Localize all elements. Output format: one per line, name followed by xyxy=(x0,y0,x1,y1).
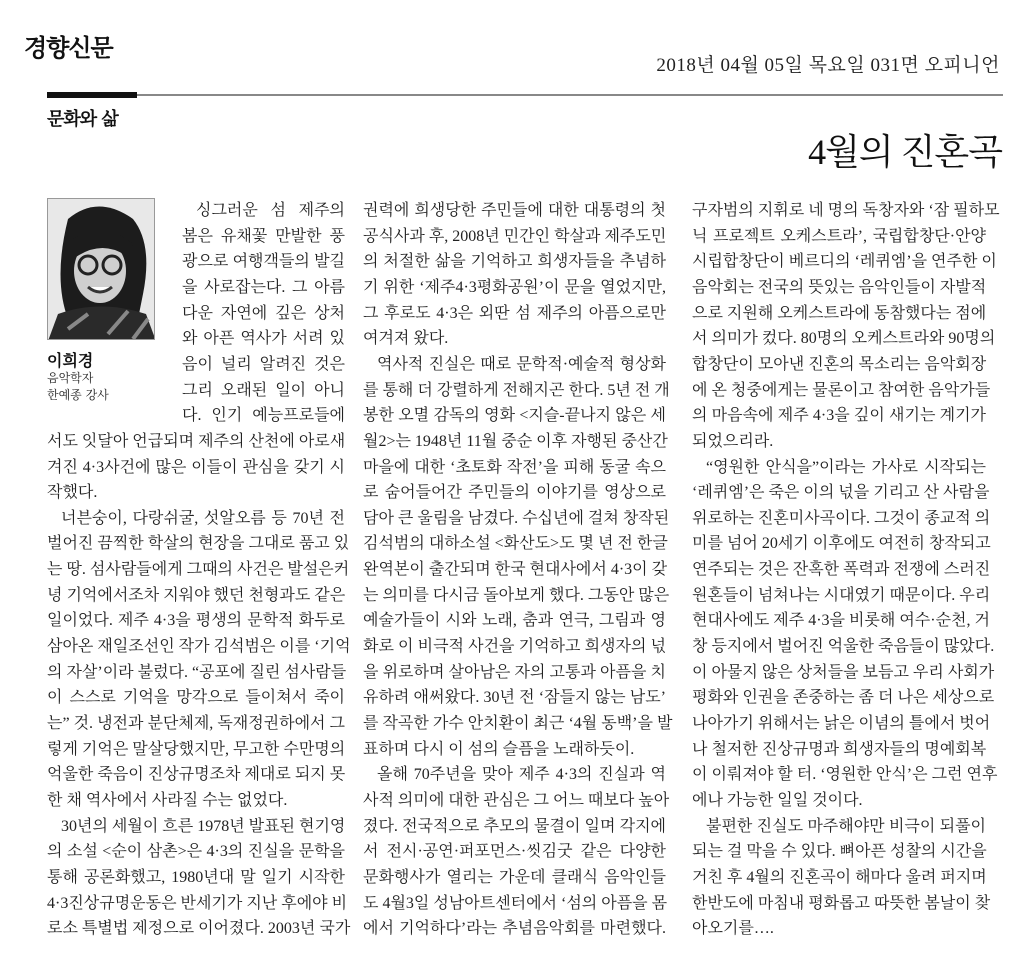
article-line: 아오기를…. xyxy=(692,920,774,938)
article-line: 여겨져 왔다. xyxy=(363,330,449,348)
article-line: 거친 후 4월의 진혼곡이 해마다 울려 퍼지며 xyxy=(692,868,987,886)
article-line: 을 사로잡는다. 그 아름 xyxy=(182,278,345,296)
article-line: 완역본이 출간되며 한국 현대사에서 4·3이 갖 xyxy=(363,561,668,579)
article-line: 서 의미가 컸다. 80명의 오케스트라와 90명의 xyxy=(692,330,996,348)
article-line: 원혼들이 넘쳐나는 시대였기 때문이다. 우리 xyxy=(692,586,991,604)
section-divider xyxy=(47,94,1003,96)
article-line: 싱그러운 섬 제주의 xyxy=(196,202,345,219)
article-line: 는” 것. 냉전과 분단체제, 독재정권하에서 그 xyxy=(47,715,345,732)
article-line: 에 온 청중에게는 물론이고 참여한 음악가들 xyxy=(692,381,991,399)
dateline: 2018년 04월 05일 목요일 031면 오피니언 xyxy=(656,55,1000,76)
article-line: 로소 특별법 제정으로 이어졌다. 2003년 국가 xyxy=(47,920,351,938)
article-line: 유하려 애써왔다. 30년 전 ‘잠들지 않는 남도’ xyxy=(363,689,666,707)
article-line: 30년의 세월이 흐른 1978년 발표된 현기영 xyxy=(61,817,346,835)
article-line: 연주되는 것은 잔혹한 폭력과 전쟁에 스러진 xyxy=(692,561,991,579)
article-line: 닉 프로젝트 오케스트라’, 국립합창단·안양 xyxy=(692,227,986,245)
article-line: 일이었다. 제주 4·3을 평생의 문학적 화두로 xyxy=(47,612,345,630)
article-line: 그리 오래된 일이 아니 xyxy=(182,381,345,399)
article-line: 의 자살’이라 불렀다. “공포에 질린 섬사람들 xyxy=(47,663,347,681)
article-line: 를 작곡한 가수 안치환이 최근 ‘4월 동백’을 발 xyxy=(363,715,673,732)
section-label: 문화와 삶 xyxy=(47,109,118,130)
article-line: 권력에 희생당한 주민들에 대한 대통령의 첫 xyxy=(363,202,666,219)
author-role: 음악학자 xyxy=(47,371,94,385)
article-line: 너븐숭이, 다랑쉬굴, 섯알오름 등 70년 전 xyxy=(61,509,345,527)
article-line: 공식사과 후, 2008년 민간인 학살과 제주도민 xyxy=(363,227,667,245)
article-line: 나 철저한 진상규명과 희생자들의 명예회복 xyxy=(692,740,987,758)
article-line: 구자범의 지휘로 네 명의 독창자와 ‘잠 필하모 xyxy=(692,202,1000,219)
author-name: 이희경 xyxy=(47,351,94,370)
article-line: 의 처절한 삶을 기억하고 희생자들을 추념하 xyxy=(363,253,666,271)
article-line: 다. 인기 예능프로들에 xyxy=(182,407,345,425)
article-line: 위로하는 진혼미사곡이다. 그것이 종교적 의 xyxy=(692,509,991,527)
article-line: 광으로 여행객들의 발길 xyxy=(182,253,345,271)
article-line: 로 숨어들어간 주민들의 이야기를 영상으로 xyxy=(363,484,666,502)
article-line: 와 아픈 역사가 서려 있 xyxy=(182,330,345,348)
article-line: “영원한 안식을”이라는 가사로 시작되는 xyxy=(706,458,986,476)
article-line: 음악회는 전국의 뜻있는 음악인들이 자발적 xyxy=(692,278,987,296)
article-line: 봄은 유채꽃 만발한 풍 xyxy=(182,227,345,245)
article-title: 4월의 진혼곡 xyxy=(808,132,1002,172)
article-line: 이 아물지 않은 상처들을 보듬고 우리 사회가 xyxy=(692,663,995,681)
article-line: 미를 넘어 20세기 이후에도 여전히 창작되고 xyxy=(692,535,991,553)
article-line: 도 4월3일 성남아트센터에서 ‘섬의 아픔을 몸 xyxy=(363,894,668,912)
article-line: 삼아온 재일조선인 작가 김석범은 이를 ‘기억 xyxy=(47,638,351,656)
article-line: 는 의미를 다시금 돌아보게 했다. 그동안 많은 xyxy=(363,586,670,604)
article-line: 에나 가능한 일일 것이다. xyxy=(692,791,863,809)
article-line: 서 전시·공연·퍼포먼스·씻김굿 같은 다양한 xyxy=(363,843,666,861)
article-line: 벌어진 끔찍한 학살의 현장을 그대로 품고 있 xyxy=(47,535,350,553)
article-line: 창 등지에서 벌어진 억울한 죽음들이 많았다. xyxy=(692,638,995,656)
article-line: 사적 의미에 대한 관심은 그 어느 때보다 높아 xyxy=(363,791,670,809)
article-line: 예술가들이 시와 노래, 춤과 연극, 그림과 영 xyxy=(363,612,666,630)
article-line: 올해 70주년을 맞아 제주 4·3의 진실과 역 xyxy=(377,766,666,784)
article-line: 표하며 다시 이 섬의 슬픔을 노래하듯이. xyxy=(363,740,635,758)
article-line: 의 마음속에 제주 4·3을 깊이 새기는 계기가 xyxy=(692,407,986,425)
article-line: 나아가기 위해서는 낡은 이념의 틀에서 벗어 xyxy=(692,715,991,732)
article-line: ‘레퀴엠’은 죽은 이의 넋을 기리고 산 사람을 xyxy=(692,484,990,502)
article-line: 겨진 4·3사건에 많은 이들이 관심을 갖기 시 xyxy=(47,458,345,476)
article-line: 다운 자연에 깊은 상처 xyxy=(182,304,345,322)
article-line: 담아 큰 울림을 남겼다. 수십년에 걸쳐 창작된 xyxy=(363,509,670,527)
article-line: 억울한 죽음이 진상규명조차 제대로 되지 못 xyxy=(47,766,346,784)
article-line: 그 후로도 4·3은 외딴 섬 제주의 아픔으로만 xyxy=(363,304,666,322)
author-affiliation: 한예종 강사 xyxy=(47,388,109,402)
article-line: 한반도에 마침내 평화롭고 따뜻한 봄날이 찾 xyxy=(692,894,991,912)
article-line: 작했다. xyxy=(47,484,98,502)
article-line: 현대사에도 제주 4·3을 비롯해 여수·순천, 거 xyxy=(692,612,990,630)
article-line: 평화와 인권을 존중하는 좀 더 나은 세상으로 xyxy=(692,689,995,707)
article-line: 에서 기억하다’라는 추념음악회를 마련했다. xyxy=(363,920,666,938)
article-line: 4·3진상규명운동은 반세기가 지난 후에야 비 xyxy=(47,894,348,912)
section-divider-accent xyxy=(47,92,137,98)
article-line: 으로 지원해 오케스트라에 동참했다는 점에 xyxy=(692,304,987,322)
article-line: 을 위로하며 살아남은 자의 고통과 아픔을 치 xyxy=(363,663,666,681)
article-line: 의 소설 <순이 삼촌>은 4·3의 진실을 문학을 xyxy=(47,843,345,861)
article-line: 김석범의 대하소설 <화산도>도 몇 년 전 한글 xyxy=(363,535,668,553)
article-line: 서도 잇달아 언급되며 제주의 산천에 아로새 xyxy=(47,432,346,450)
article-line: 기 위한 ‘제주4·3평화공원’이 문을 열었지만, xyxy=(363,278,666,296)
article-line: 시립합창단이 베르디의 ‘레퀴엠’을 연주한 이 xyxy=(692,253,997,271)
article-line: 불편한 진실도 마주해야만 비극이 되풀이 xyxy=(706,817,986,835)
article-line: 통해 공론화했고, 1980년대 말 일기 시작한 xyxy=(47,868,345,886)
article-line: 졌다. 전국적으로 추모의 물결이 일며 각지에 xyxy=(363,817,666,835)
article-line: 월2>는 1948년 11월 중순 이후 자행된 중산간 xyxy=(363,432,668,450)
article-line: 한 채 역사에서 사라질 수는 없었다. xyxy=(47,791,288,809)
article-line: 되는 걸 막을 수 있다. 뼈아픈 성찰의 시간을 xyxy=(692,843,987,861)
author-photo xyxy=(47,198,155,340)
newspaper-masthead: 경향신문 xyxy=(24,34,113,62)
article-line: 음이 널리 알려진 것은 xyxy=(182,355,345,373)
article-line: 문화행사가 열리는 가운데 클래식 음악인들 xyxy=(363,868,666,886)
article-line: 를 통해 더 강렬하게 전해지곤 한다. 5년 전 개 xyxy=(363,381,670,399)
article-line: 이 스스로 기억을 망각으로 들이쳐서 죽이 xyxy=(47,689,345,707)
article-line: 역사적 진실은 때로 문학적·예술적 형상화 xyxy=(377,355,666,373)
article-line: 마을에 대한 ‘초토화 작전’을 피해 동굴 속으 xyxy=(363,458,666,476)
article-line: 녕 기억에서조차 지워야 했던 천형과도 같은 xyxy=(47,586,346,604)
article-line: 이 이뤄져야 할 터. ‘영원한 안식’은 그런 연후 xyxy=(692,766,998,784)
article-line: 봉한 오멸 감독의 영화 <지슬-끝나지 않은 세 xyxy=(363,407,666,425)
article-line: 는 땅. 섬사람들에게 그때의 사건은 발설은커 xyxy=(47,561,350,579)
article-line: 되었으리라. xyxy=(692,432,774,450)
article-line: 합창단이 모아낸 진혼의 목소리는 음악회장 xyxy=(692,355,987,373)
article-line: 화로 이 비극적 사건을 기억하고 희생자의 넋 xyxy=(363,638,666,656)
article-line: 렇게 기억은 말살당했지만, 무고한 수만명의 xyxy=(47,740,346,758)
